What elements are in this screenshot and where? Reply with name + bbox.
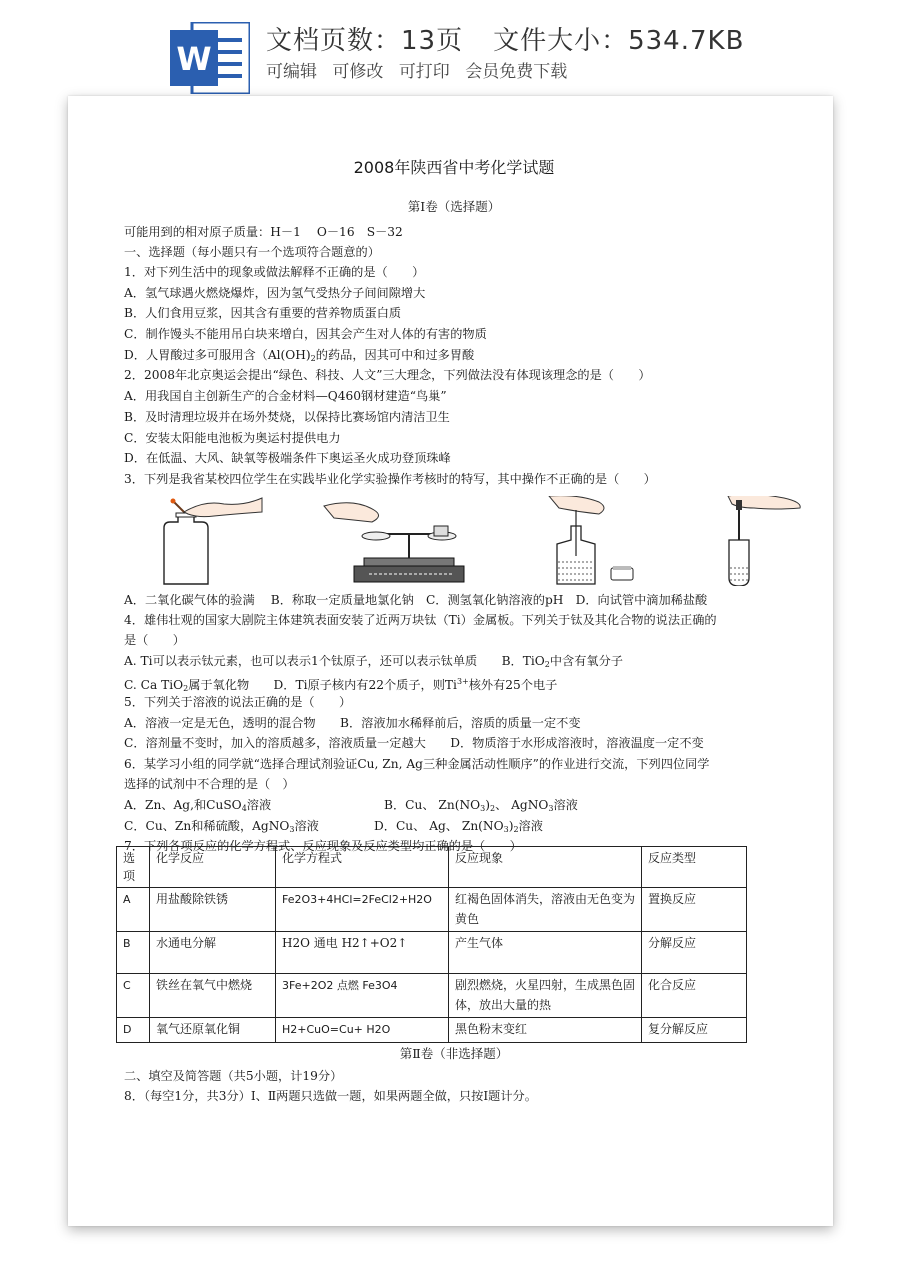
q3-stem: 3．下列是我省某校四位学生在实践毕业化学实验操作考核时的特写，其中操作不正确的是（ ） [124,472,656,486]
svg-text:W: W [176,40,212,78]
q3-illustrations [154,496,794,586]
q6-option-a: A．Zn、Ag,和CuSO$_4$溶液 [124,798,272,813]
gas-bottle-match-figure [154,496,264,586]
table-cell-type: 分解反应 [642,932,747,974]
table-cell-reaction: 水通电分解 [150,932,276,974]
table-cell-option: B [117,932,150,974]
table-cell-equation: 3Fe+2O2 点燃 Fe3O4 [276,974,449,1018]
table-cell-type: 置换反应 [642,888,747,932]
q5-stem: 5．下列关于溶液的说法正确的是（ ） [124,695,352,709]
table-header-cell: 化学反应 [150,847,276,888]
q3-options: A．二氧化碳气体的验满 B．称取一定质量地氯化钠 C．测氢氧化钠溶液的pH D．向试管中滴加稀盐酸 [124,593,708,607]
q1-option-d: D．人胃酸过多可服用含（$Al(OH)_2$的药品，因其可中和过多胃酸 [124,348,475,363]
ph-test-figure [539,496,679,586]
q6-option-c: C．Cu、Zn和稀硫酸，AgNO$_3$溶液 [124,819,319,834]
table-cell-option: D [117,1018,150,1043]
table-cell-equation: H2+CuO=Cu+ H2O [276,1018,449,1043]
table-row [117,1018,747,1043]
feature-printable: 可打印 [398,62,450,82]
q6-stem-line-2: 选择的试剂中不合理的是（ ） [124,777,295,791]
table-header-cell: 选项 [117,847,150,888]
page-count: 文档页数：13页 [266,26,464,56]
table-cell-phenomenon: 红褐色固体消失，溶液由无色变为黄色 [449,888,642,932]
table-cell-reaction: 用盐酸除铁锈 [150,888,276,932]
q5-options-ab: A．溶液一定是无色，透明的混合物 B．溶液加水稀释前后，溶质的质量一定不变 [124,716,581,730]
q6-option-b: B．Cu、 $Zn(NO_3)_2$、 AgNO$_3$溶液 [384,798,578,813]
table-cell-phenomenon: 产生气体 [449,932,642,974]
volume-2-heading: 第Ⅱ卷（非选择题） [399,1046,509,1061]
file-info [266,20,774,57]
balance-scale-figure [314,496,494,586]
q2-option-c: C．安装太阳能电池板为奥运村提供电力 [124,431,341,445]
table-header-cell: 反应现象 [449,847,642,888]
feature-modifiable: 可修改 [332,62,384,82]
q1-option-a: A．氢气球遇火燃烧爆炸，因为氢气受热分子间间隙增大 [124,286,426,300]
table-row [117,974,747,1018]
feature-editable: 可编辑 [266,62,317,82]
table-cell-type: 复分解反应 [642,1018,747,1043]
volume-1-heading: 第Ⅰ卷（选择题） [407,199,501,214]
table-cell-type: 化合反应 [642,974,747,1018]
atomic-mass-line: 可能用到的相对原子质量：H－1 O－16 S－32 [124,225,403,239]
table-cell-option: A [117,888,150,932]
table-header-cell: 化学方程式 [276,847,449,888]
q6-option-d: D．Cu、 Ag、 $Zn(NO_3)_2$溶液 [374,819,543,834]
q1-stem: 1．对下列生活中的现象或做法解释不正确的是（ ） [124,265,425,279]
word-document-icon [170,22,250,94]
q4-stem-line-1: 4．雄伟壮观的国家大剧院主体建筑表面安装了近两万块钛（Ti）金属板。下列关于钛及其化合物的说法正确的 [124,613,717,627]
section-1-heading: 一、选择题（每小题只有一个选项符合题意的） [124,245,380,259]
table-row [117,888,747,932]
feature-list [266,57,577,82]
q8-stem: 8．（每空1分，共3分）Ⅰ、Ⅱ两题只选做一题，如果两题全做，只按Ⅰ题计分。 [124,1089,537,1103]
table-cell-option: C [117,974,150,1018]
q4-options-cd: C. Ca TiO$_2$属于氧化物 D．Ti原子核内有22个质子，则$Ti^{3+}$核外有25个电子 [124,677,558,693]
q5-options-cd: C．溶剂量不变时，加入的溶质越多，溶液质量一定越大 D．物质溶于水形成溶液时，溶液温度一定不变 [124,736,704,750]
reaction-table [116,846,747,1043]
section-2-heading: 二、填空及简答题（共5小题，计19分） [124,1069,343,1083]
table-cell-phenomenon: 剧烈燃烧，火星四射，生成黑色固体，放出大量的热 [449,974,642,1018]
feature-free-download[interactable]: 会员免费下载 [465,62,568,82]
table-header-cell: 反应类型 [642,847,747,888]
q7-stem: 7．下列各项反应的化学方程式、反应现象及反应类型均正确的是（ ） [124,839,522,853]
q6-stem-line-1: 6．某学习小组的同学就“选择合理试剂验证Cu, Zn, Ag三种金属活动性顺序”的作业进行交流，下列四位同学 [124,757,710,771]
q1-option-c: C．制作馒头不能用吊白块来增白，因其会产生对人体的有害的物质 [124,327,487,341]
q2-option-d: D．在低温、大风、缺氧等极端条件下奥运圣火成功登顶珠峰 [124,451,451,465]
file-size: 文件大小：534.7KB [493,26,745,56]
download-banner [0,0,900,95]
dropper-test-tube-figure [714,496,804,586]
table-cell-equation: Fe2O3+4HCl=2FeCl2+H2O [276,888,449,932]
document-page [68,96,833,1226]
q2-option-b: B．及时清理垃圾并在场外焚烧，以保持比赛场馆内清洁卫生 [124,410,450,424]
table-cell-phenomenon: 黑色粉末变红 [449,1018,642,1043]
q4-stem-line-2: 是（ ） [124,633,185,647]
doc-title: 2008年陕西省中考化学试题 [353,158,555,177]
q1-option-b: B．人们食用豆浆，因其含有重要的营养物质蛋白质 [124,306,402,320]
q2-stem: 2．2008年北京奥运会提出“绿色、科技、人文”三大理念，下列做法没有体现该理念的是（ ） [124,368,651,382]
table-row [117,932,747,974]
q2-option-a: A．用我国自主创新生产的合金材料—Q460钢材建造“鸟巢” [124,389,447,403]
table-cell-reaction: 铁丝在氧气中燃烧 [150,974,276,1018]
q4-options-ab: A. Ti可以表示钛元素，也可以表示1个钛原子，还可以表示钛单质 B．TiO$_2$中含有氧分子 [124,654,623,669]
table-cell-equation: H2O 通电 H2↑+O2↑ [276,932,449,974]
table-cell-reaction: 氧气还原氧化铜 [150,1018,276,1043]
table-header-row [117,847,747,888]
